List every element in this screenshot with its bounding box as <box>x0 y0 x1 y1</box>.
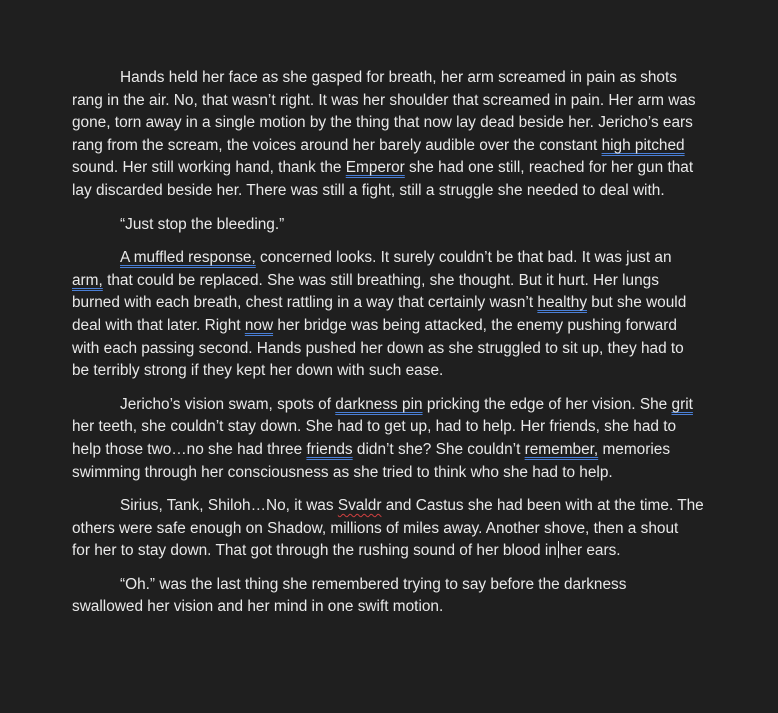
document-body[interactable] <box>72 67 702 630</box>
text-run: “Oh.” was the last thing she remembered trying to say before the darkness <box>120 575 627 593</box>
paragraph[interactable] <box>72 247 702 383</box>
grammar-flagged-text[interactable]: grit <box>671 395 693 413</box>
text-run: pricking the edge of her vision. She <box>422 395 672 413</box>
text-line <box>72 540 702 563</box>
text-run: swimming through her consciousness as she tried to think who she had to help. <box>72 463 613 481</box>
paragraph[interactable] <box>72 67 702 203</box>
text-run: Hands held her face as she gasped for breath, her arm screamed in pain as shots <box>120 69 677 86</box>
text-line <box>72 416 702 439</box>
paragraph[interactable] <box>72 495 702 563</box>
paragraph[interactable] <box>72 214 702 237</box>
text-run: that could be replaced. She was still breathing, she thought. But it hurt. Her lungs <box>102 271 659 289</box>
grammar-flagged-text[interactable]: healthy <box>537 294 588 312</box>
text-line <box>72 90 702 113</box>
grammar-flagged-text[interactable]: friends <box>306 440 353 458</box>
text-run: sound. Her still working hand, thank the <box>72 159 346 177</box>
text-run: her bridge was being attacked, the enemy pushing forward <box>273 316 677 334</box>
spelling-flagged-text[interactable]: Svaldr <box>337 497 382 515</box>
text-run: help those two…no she had three <box>72 440 307 458</box>
text-line <box>72 247 702 270</box>
grammar-flagged-text[interactable]: darkness pin <box>335 395 423 413</box>
text-line <box>72 135 702 158</box>
text-run: burned with each breath, chest rattling in a way that certainly wasn’t <box>72 294 538 312</box>
text-line <box>72 360 702 383</box>
text-run: for her to stay down. That got through the rushing sound of her blood in <box>72 542 557 560</box>
text-line <box>72 292 702 315</box>
text-run: lay discarded beside her. There was still a fight, still a struggle she needed to deal with. <box>72 181 665 199</box>
text-line <box>72 394 702 417</box>
text-run: swallowed her vision and her mind in one swift motion. <box>72 598 444 616</box>
text-line <box>72 180 702 203</box>
grammar-flagged-text[interactable]: arm, <box>72 271 103 289</box>
text-line <box>72 518 702 541</box>
grammar-flagged-text[interactable]: now <box>244 316 274 334</box>
text-run: but she would <box>587 294 687 312</box>
text-run: deal with that later. Right <box>72 316 245 334</box>
text-run: rang from the scream, the voices around her barely audible over the constant <box>72 136 602 154</box>
text-line <box>72 214 702 237</box>
text-run: and Castus she had been with at the time. The <box>381 497 704 515</box>
text-run: concerned looks. It surely couldn’t be that bad. It was just an <box>255 249 672 267</box>
grammar-flagged-text[interactable]: high pitched <box>601 136 685 154</box>
text-line <box>72 574 702 597</box>
text-line <box>72 462 702 485</box>
paragraph[interactable] <box>72 574 702 619</box>
text-run: Jericho’s vision swam, spots of <box>120 395 336 413</box>
text-line <box>72 338 702 361</box>
text-run: her ears. <box>559 542 621 560</box>
text-line <box>72 495 702 518</box>
text-line <box>72 157 702 180</box>
text-run: “Just stop the bleeding.” <box>120 215 285 233</box>
text-run: she had one still, reached for her gun that <box>404 159 694 177</box>
text-cursor <box>558 541 559 558</box>
text-run: others were safe enough on Shadow, millions of miles away. Another shove, then a shout <box>72 519 679 537</box>
paragraph[interactable] <box>72 394 702 484</box>
text-line <box>72 112 702 135</box>
grammar-flagged-text[interactable]: A muffled response, <box>120 249 256 267</box>
text-run: with each passing second. Hands pushed her down as she struggled to sit up, they had to <box>72 339 684 357</box>
text-line <box>72 439 702 462</box>
text-line <box>72 315 702 338</box>
text-line <box>72 67 702 90</box>
grammar-flagged-text[interactable]: remember, <box>524 440 599 458</box>
text-run: gone, torn away in a single motion by the thing that now lay dead beside her. Jericho’s ears <box>72 114 693 132</box>
text-run: her teeth, she couldn’t stay down. She had to get up, had to help. Her friends, she had to <box>72 418 677 436</box>
grammar-flagged-text[interactable]: Emperor <box>345 159 405 177</box>
text-run: Sirius, Tank, Shiloh…No, it was <box>120 497 338 515</box>
text-line <box>72 270 702 293</box>
text-run: rang in the air. No, that wasn’t right. It was her shoulder that screamed in pain. Her arm was <box>72 91 696 109</box>
text-run: be terribly strong if they kept her down with such ease. <box>72 362 444 380</box>
text-line <box>72 596 702 619</box>
text-run: memories <box>598 440 671 458</box>
text-run: didn’t she? She couldn’t <box>352 440 525 458</box>
